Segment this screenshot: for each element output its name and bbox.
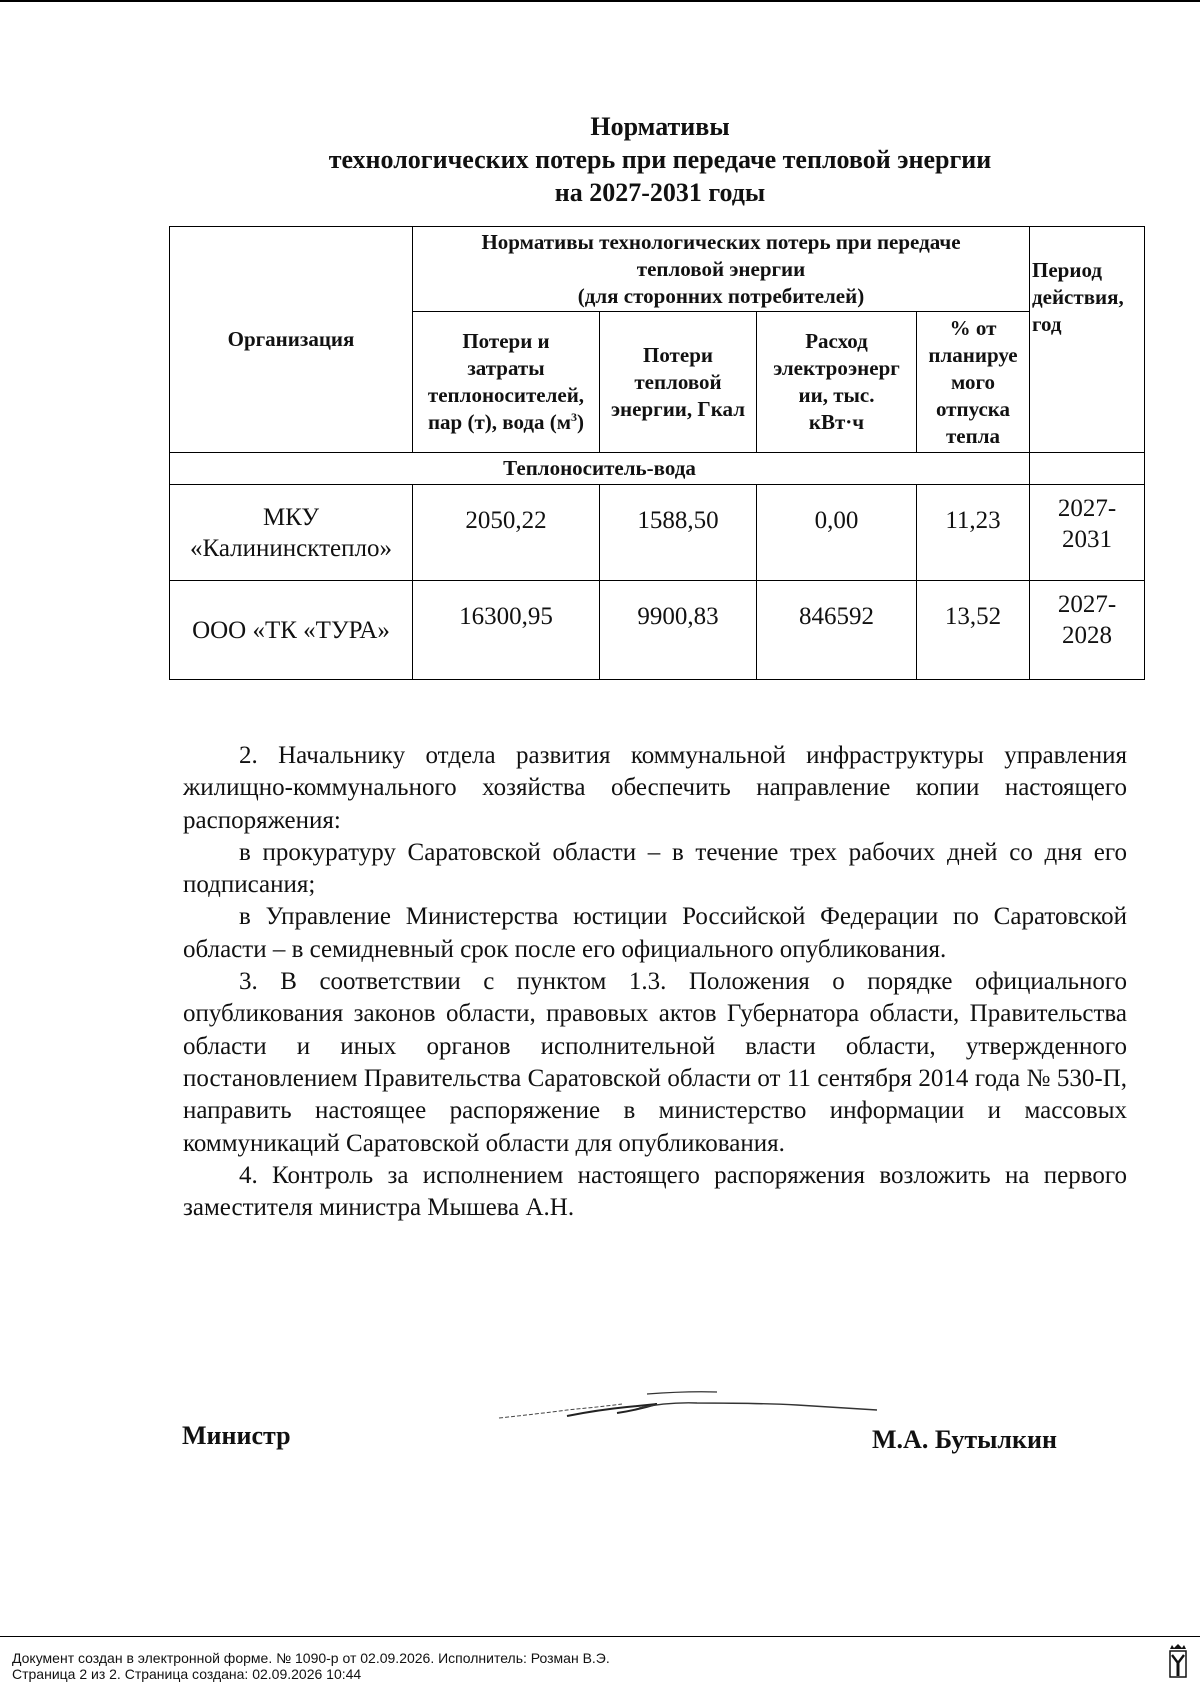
cell-electricity: 0,00 <box>757 485 917 581</box>
cell-heat-losses: 1588,50 <box>600 485 757 581</box>
cell-electricity: 846592 <box>757 581 917 680</box>
paragraph: в Управление Министерства юстиции Российской Федерации по Саратовской области – в семидневный срок после его официального опубликования. <box>183 903 1127 963</box>
header-percent: % от планируе мого отпуска тепла <box>917 312 1030 453</box>
header-losses-coolant: Потери и затраты теплоносителей, пар (т), вода $(м^3)$ <box>413 312 600 453</box>
table-row <box>170 485 1145 581</box>
title-line: на 2027-2031 годы <box>554 178 766 207</box>
header-electricity: Расход электроэнерг ии, тыс. кВт·ч <box>757 312 917 453</box>
group-row-empty-cell <box>1030 453 1145 485</box>
group-row-label: Теплоноситель-вода <box>170 453 1030 485</box>
cell-losses-coolant: 2050,22 <box>413 485 600 581</box>
header-heat-losses: Потери тепловой энергии, Гкал <box>600 312 757 453</box>
title-line: Нормативы <box>590 112 730 141</box>
title-line: технологических потерь при передаче тепловой энергии <box>328 145 992 174</box>
footer-line-document: Документ создан в электронной форме. № 1090-р от 02.09.2026. Исполнитель: Розман В.Э. <box>12 1650 610 1666</box>
cell-period: 2027- 2031 <box>1030 485 1145 581</box>
handwritten-signature <box>497 1388 887 1433</box>
paragraph: 3. В соответствии с пунктом 1.3. Положения о порядке официального опубликования законов области, правовых актов Губернатора области, Правительства области и иных органов исполнительной власти области, утвержденного постановлением Правительства Саратовской области от 11 сентября 2014 года № 530-П, направить настоящее распоряжение в министерство информации и массовых коммуникаций Саратовской области для опубликования. <box>183 968 1127 1157</box>
cell-heat-losses: 9900,83 <box>600 581 757 680</box>
footer-line-page: Страница 2 из 2. Страница создана: 02.09.2026 10:44 <box>12 1666 362 1682</box>
document-title <box>170 110 1150 209</box>
header-norms-group: Нормативы технологических потерь при передаче тепловой энергии (для сторонних потребителей) <box>413 227 1030 312</box>
paragraph: 4. Контроль за исполнением настоящего распоряжения возложить на первого заместителя министра Мышева А.Н. <box>183 1161 1127 1222</box>
signatory-position: Министр <box>182 1421 291 1450</box>
top-border-line <box>0 0 1200 2</box>
cell-organization: ООО «ТК «ТУРА» <box>170 581 413 680</box>
cell-period: 2027- 2028 <box>1030 581 1145 680</box>
coat-of-arms-icon <box>1166 1643 1190 1692</box>
table-row <box>170 581 1145 680</box>
norms-table <box>169 226 1145 680</box>
header-organization: Организация <box>170 227 413 453</box>
cell-losses-coolant: 16300,95 <box>413 581 600 680</box>
cell-percent: 13,52 <box>917 581 1030 680</box>
document-body <box>183 740 1127 1224</box>
cell-organization: МКУ «Калининсктепло» <box>170 485 413 581</box>
cell-percent: 11,23 <box>917 485 1030 581</box>
header-period: Период действия, год <box>1030 227 1145 453</box>
signatory-name: М.А. Бутылкин <box>872 1425 1057 1454</box>
document-footer <box>0 1636 1200 1699</box>
paragraph: 2. Начальнику отдела развития коммунальной инфраструктуры управления жилищно-коммунального хозяйства обеспечить направление копии настоящего распоряжения: <box>183 742 1127 834</box>
paragraph: в прокуратуру Саратовской области – в течение трех рабочих дней со дня его подписания; <box>183 838 1127 899</box>
